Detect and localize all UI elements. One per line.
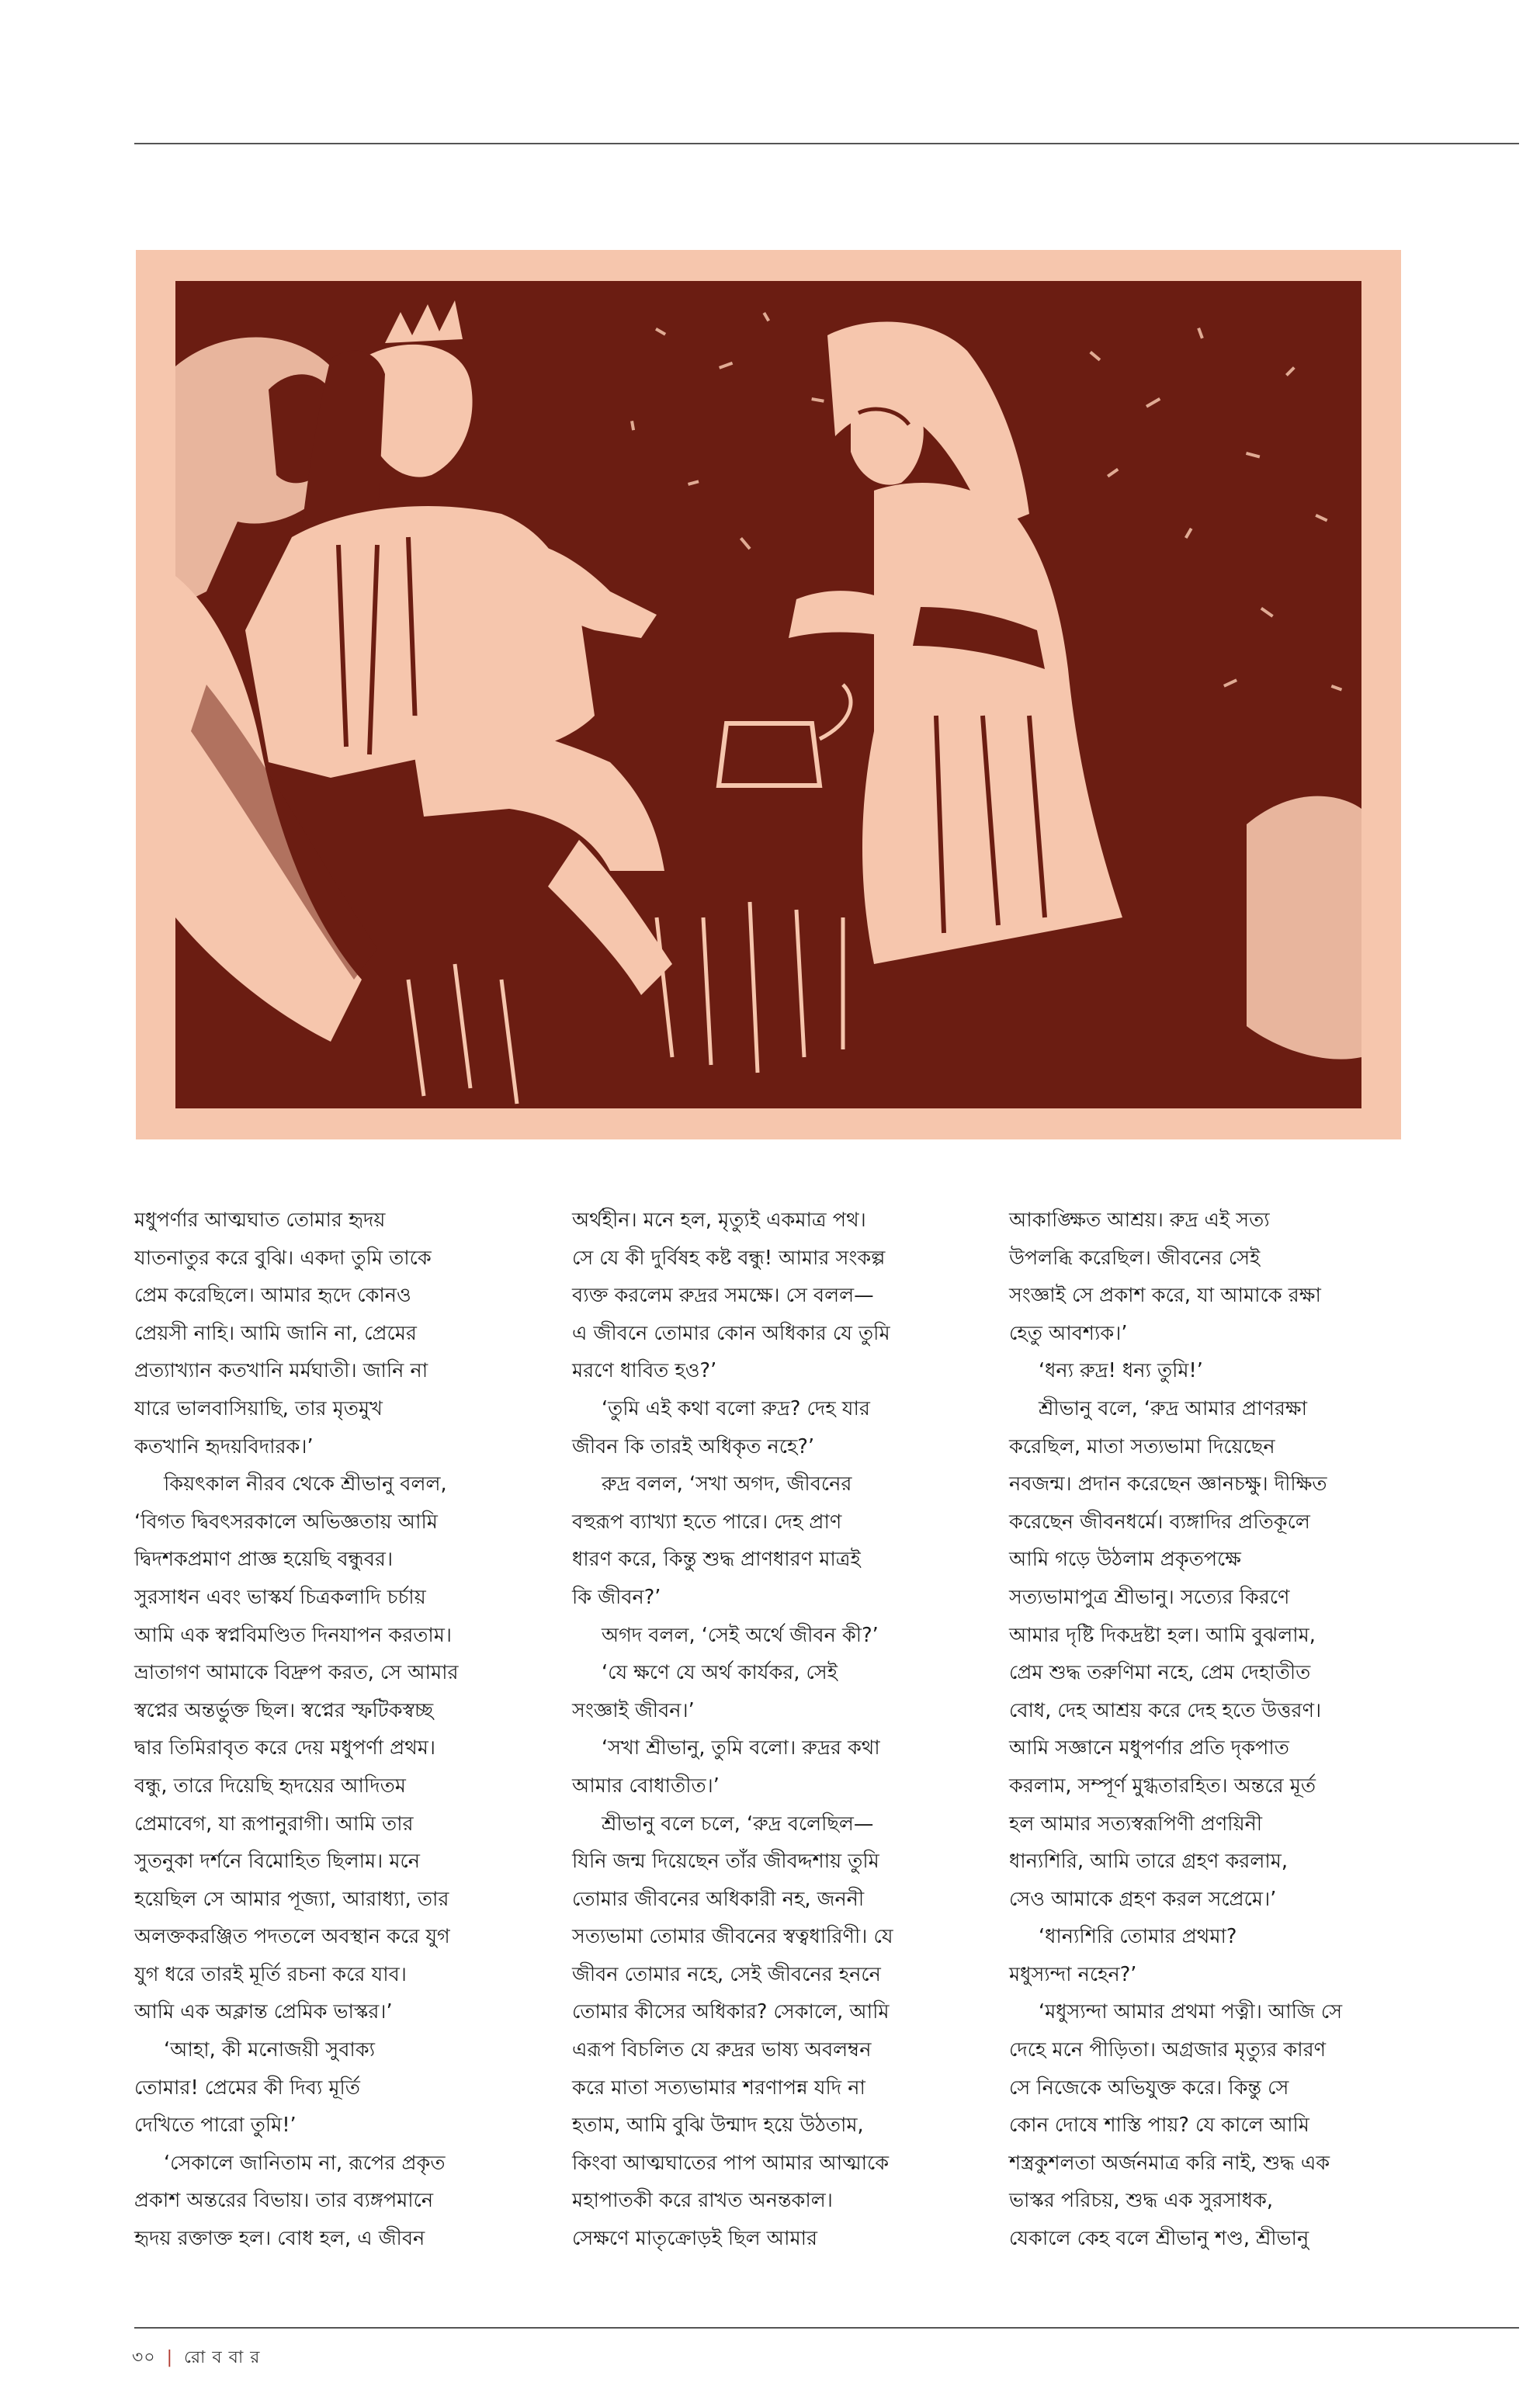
text-line: ‘আহা, কী মনোজয়ী সুবাক্য	[164, 2038, 376, 2062]
text-line: সেও আমাকে গ্রহণ করল সপ্রেমে।’	[1009, 1887, 1277, 1911]
magazine-name: রো ব বা র	[184, 2348, 261, 2367]
text-line: আমি গড়ে উঠলাম প্রকৃতপক্ষে	[1009, 1548, 1241, 1572]
text-line: তোমার জীবনের অধিকারী নহ, জননী	[572, 1887, 865, 1911]
text-line: আকাঙ্ক্ষিত আশ্রয়। রুদ্র এই সত্য	[1009, 1209, 1270, 1232]
text-line: ‘বিগত দ্বিবৎসরকালে অভিজ্ঞতায় আমি	[134, 1510, 438, 1534]
text-line: কিয়ৎকাল নীরব থেকে শ্রীভানু বলল,	[164, 1472, 447, 1496]
text-line: সে নিজেকে অভিযুক্ত করে। কিন্তু সে	[1009, 2076, 1289, 2100]
text-line: হতাম, আমি বুঝি উন্মাদ হয়ে উঠতাম,	[572, 2114, 864, 2138]
text-line: নবজন্ম। প্রদান করেছেন জ্ঞানচক্ষু। দীক্ষিত	[1009, 1472, 1327, 1496]
text-line: অগদ বলল, ‘সেই অর্থে জীবন কী?’	[602, 1623, 879, 1647]
text-line: এরূপ বিচলিত যে রুদ্রর ভাষ্য অবলম্বন	[572, 2038, 872, 2062]
text-line: জীবন তোমার নহে, সেই জীবনের হননে	[572, 1962, 881, 1986]
text-line: আমার দৃষ্টি দিকদ্রষ্টা হল। আমি বুঝলাম,	[1009, 1623, 1316, 1647]
text-line: কোন দোষে শাস্তি পায়? যে কালে আমি	[1009, 2114, 1309, 2138]
text-line: ‘তুমি এই কথা বলো রুদ্র? দেহ যার	[602, 1396, 870, 1420]
text-line: প্রেয়সী নাহি। আমি জানি না, প্রেমের	[134, 1321, 417, 1345]
text-line: বন্ধু, তারে দিয়েছি হৃদয়ের আদিতম	[134, 1774, 406, 1798]
text-line: আমি সজ্ঞানে মধুপর্ণার প্রতি দৃকপাত	[1009, 1736, 1289, 1760]
text-line: শ্রীভানু বলে, ‘রুদ্র আমার প্রাণরক্ষা	[1039, 1396, 1307, 1420]
text-line: ‘সখা শ্রীভানু, তুমি বলো। রুদ্রর কথা	[602, 1736, 880, 1760]
text-line: ধান্যশিরি, আমি তারে গ্রহণ করলাম,	[1009, 1850, 1288, 1874]
text-line: সুতনুকা দর্শনে বিমোহিত ছিলাম। মনে	[134, 1850, 420, 1874]
text-line: করেছিল, মাতা সত্যভামা দিয়েছেন	[1009, 1434, 1275, 1458]
text-line: মহাপাতকী করে রাখত অনন্তকাল।	[572, 2189, 833, 2213]
text-line: আমি এক স্বপ্নবিমণ্ডিত দিনযাপন করতাম।	[134, 1623, 453, 1647]
text-line: সংজ্ঞাই জীবন।’	[572, 1698, 695, 1722]
text-line: ‘ধন্য রুদ্র! ধন্য তুমি!’	[1039, 1359, 1203, 1383]
text-line: উপলব্ধি করেছিল। জীবনের সেই	[1009, 1246, 1261, 1270]
bottom-rule	[134, 2327, 1519, 2329]
text-line: রুদ্র বলল, ‘সখা অগদ, জীবনের	[602, 1472, 852, 1496]
text-line: যুগ ধরে তারই মূর্তি রচনা করে যাব।	[134, 1962, 407, 1986]
text-line: যেকালে কেহ বলে শ্রীভানু শণ্ড, শ্রীভানু	[1009, 2227, 1309, 2251]
text-line: কিংবা আত্মঘাতের পাপ আমার আত্মাকে	[572, 2151, 890, 2175]
text-line: প্রেম শুদ্ধ তরুণিমা নহে, প্রেম দেহাতীত	[1009, 1661, 1311, 1685]
text-line: আমি এক অক্লান্ত প্রেমিক ভাস্কর।’	[134, 2000, 393, 2024]
text-line: সুরসাধন এবং ভাস্কর্য চিত্রকলাদি চর্চায়	[134, 1585, 426, 1609]
folio-separator: |	[166, 2348, 174, 2367]
text-line: ভ্রাতাগণ আমাকে বিদ্রুপ করত, সে আমার	[134, 1661, 459, 1685]
text-line: যারে ভালবাসিয়াছি, তার মৃতমুখ	[134, 1396, 383, 1420]
text-line: প্রকাশ অন্তরের বিভায়। তার ব্যঙ্গপমানে	[134, 2189, 434, 2213]
text-line: করলাম, সম্পূর্ণ মুগ্ধতারহিত। অন্তরে মূর্ত	[1009, 1774, 1316, 1798]
text-line: শস্ত্রকুশলতা অর্জনমাত্র করি নাই, শুদ্ধ এক	[1009, 2151, 1330, 2175]
text-line: ভাস্কর পরিচয়, শুদ্ধ এক সুরসাধক,	[1009, 2189, 1273, 2213]
text-line: দ্বার তিমিরাবৃত করে দেয় মধুপর্ণা প্রথম।	[134, 1736, 436, 1760]
page-footer	[132, 2344, 260, 2373]
text-line: প্রত্যাখ্যান কতখানি মর্মঘাতী। জানি না	[134, 1359, 428, 1383]
text-line: মধুস্যন্দা নহেন?’	[1009, 1962, 1137, 1986]
text-line: করেছেন জীবনধর্মে। ব্যঙ্গাদির প্রতিকূলে	[1009, 1510, 1310, 1534]
text-line: সেক্ষণে মাতৃক্রোড়ই ছিল আমার	[572, 2227, 818, 2251]
text-line: প্রেমাবেগ, যা রূপানুরাগী। আমি তার	[134, 1812, 414, 1836]
text-line: দ্বিদশকপ্রমাণ প্রাজ্ঞ হয়েছি বন্ধুবর।	[134, 1548, 394, 1572]
woodcut-illustration	[175, 281, 1361, 1108]
text-line: হয়েছিল সে আমার পূজ্যা, আরাধ্যা, তার	[134, 1887, 449, 1911]
text-line: আমার বোধাতীত।’	[572, 1774, 720, 1798]
text-line: অর্থহীন। মনে হল, মৃত্যুই একমাত্র পথ।	[572, 1209, 866, 1232]
text-line: এ জীবনে তোমার কোন অধিকার যে তুমি	[572, 1321, 890, 1345]
text-line: অলক্তকরঞ্জিত পদতলে অবস্থান করে যুগ	[134, 1925, 450, 1949]
text-line: ‘সেকালে জানিতাম না, রূপের প্রকৃত	[164, 2151, 446, 2175]
text-line: শ্রীভানু বলে চলে, ‘রুদ্র বলেছিল—	[602, 1812, 874, 1836]
text-line: যিনি জন্ম দিয়েছেন তাঁর জীবদ্দশায় তুমি	[572, 1850, 879, 1874]
text-line: হল আমার সত্যস্বরূপিণী প্রণয়িনী	[1009, 1812, 1263, 1836]
text-line: হেতু আবশ্যক।’	[1009, 1321, 1128, 1345]
text-column-2	[572, 1202, 968, 2258]
text-line: হৃদয় রক্তাক্ত হল। বোধ হল, এ জীবন	[134, 2227, 425, 2251]
text-line: সত্যভামা তোমার জীবনের স্বত্বধারিণী। যে	[572, 1925, 893, 1949]
illustration	[136, 250, 1401, 1139]
text-line: সংজ্ঞাই সে প্রকাশ করে, যা আমাকে রক্ষা	[1009, 1284, 1321, 1308]
text-line: সে যে কী দুর্বিষহ কষ্ট বন্ধু! আমার সংকল্প	[572, 1246, 886, 1270]
text-line: বহুরূপ ব্যাখ্যা হতে পারে। দেহ প্রাণ	[572, 1510, 842, 1534]
text-line: ব্যক্ত করলেম রুদ্রর সমক্ষে। সে বলল—	[572, 1284, 874, 1308]
text-line: করে মাতা সত্যভামার শরণাপন্ন যদি না	[572, 2076, 865, 2100]
text-line: বোধ, দেহ আশ্রয় করে দেহ হতে উত্তরণ।	[1009, 1698, 1322, 1722]
text-line: ‘যে ক্ষণে যে অর্থ কার্যকর, সেই	[602, 1661, 838, 1685]
text-line: দেহে মনে পীড়িতা। অগ্রজার মৃত্যুর কারণ	[1009, 2038, 1327, 2062]
text-line: ‘ধান্যশিরি তোমার প্রথমা?	[1039, 1925, 1237, 1949]
text-line: মরণে ধাবিত হও?’	[572, 1359, 717, 1383]
text-line: যাতনাতুর করে বুঝি। একদা তুমি তাকে	[134, 1246, 432, 1270]
text-line: তোমার কীসের অধিকার? সেকালে, আমি	[572, 2000, 890, 2024]
text-line: কি জীবন?’	[572, 1585, 661, 1609]
text-column-1	[134, 1202, 530, 2258]
text-line: কতখানি হৃদয়বিদারক।’	[134, 1434, 314, 1458]
text-line: তোমার! প্রেমের কী দিব্য মূর্তি	[134, 2076, 360, 2100]
text-line: সত্যভামাপুত্র শ্রীভানু। সত্যের কিরণে	[1009, 1585, 1290, 1609]
text-line: দেখিতে পারো তুমি!’	[134, 2114, 297, 2138]
text-line: প্রেম করেছিলে। আমার হৃদে কোনও	[134, 1284, 411, 1308]
page-number: ৩০	[132, 2348, 156, 2367]
text-line: ধারণ করে, কিন্তু শুদ্ধ প্রাণধারণ মাত্রই	[572, 1548, 861, 1572]
text-line: মধুপর্ণার আত্মঘাত তোমার হৃদয়	[134, 1209, 386, 1232]
text-line: ‘মধুস্যন্দা আমার প্রথমা পত্নী। আজি সে	[1039, 2000, 1343, 2024]
text-column-3	[1009, 1202, 1405, 2258]
top-rule	[134, 143, 1519, 144]
text-line: স্বপ্নের অন্তর্ভুক্ত ছিল। স্বপ্নের স্ফটিকস্বচ্ছ	[134, 1698, 434, 1722]
text-line: জীবন কি তারই অধিকৃত নহে?’	[572, 1434, 815, 1458]
